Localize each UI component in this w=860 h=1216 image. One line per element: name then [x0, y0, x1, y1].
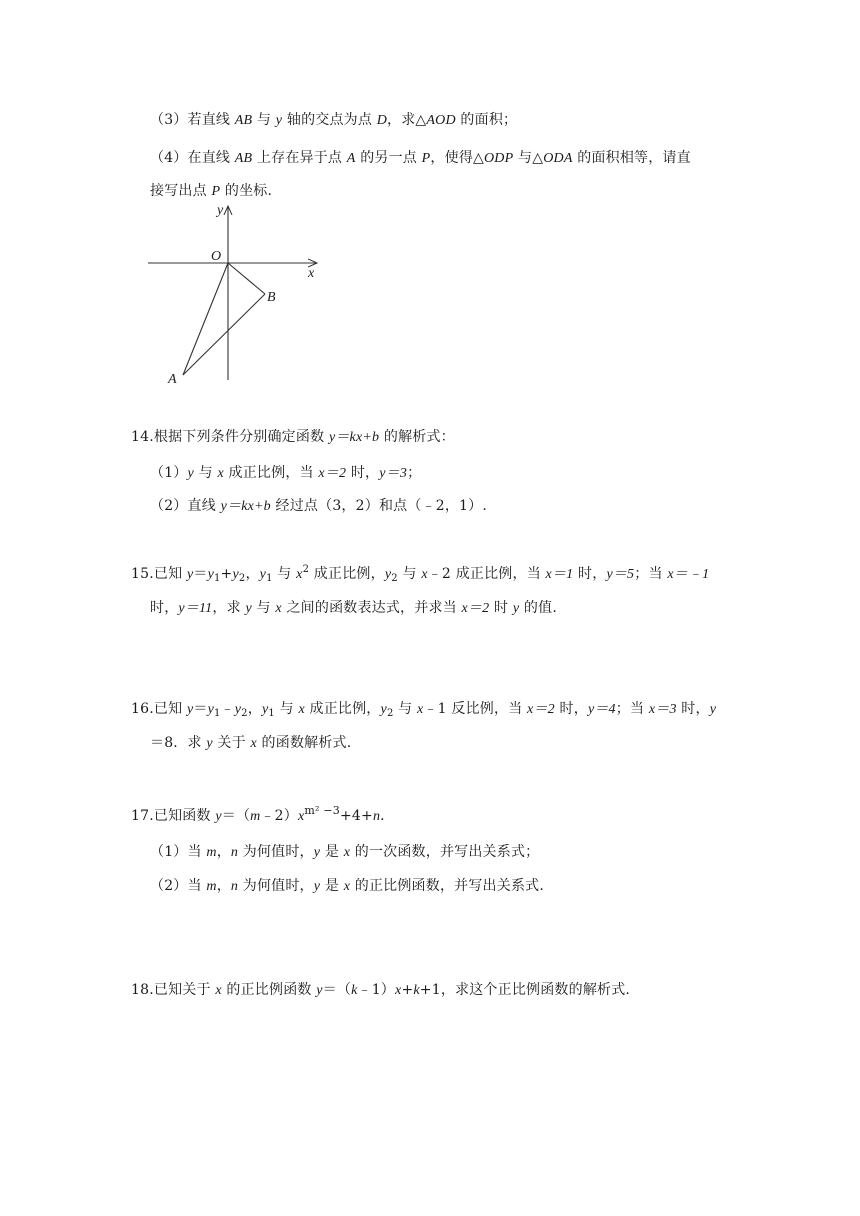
q15-line2: 时，y＝11，求 y 与 x 之间的函数表达式，并求当 x＝2 时 y 的值. — [150, 600, 557, 616]
q14-part2: （2）直线 y＝kx+b 经过点（3，2）和点（﹣2，1）. — [150, 498, 488, 514]
label-x: x — [308, 266, 315, 281]
label-A: A — [168, 372, 177, 387]
label-B: B — [267, 290, 276, 305]
q14-stem: 14.根据下列条件分别确定函数 y＝kx+b 的解析式： — [131, 429, 455, 445]
q13-part4-line2: 接写出点 P 的坐标. — [150, 183, 273, 199]
q15-line1: 15.已知 $y=y_1+y_2$，$y_1$ 与 $x^2$ 成正比例，$y_2$ 与 x﹣2 成正比例，当 x＝1 时，y＝5；当 x＝﹣1 — [131, 564, 710, 584]
q18-stem: 18.已知关于 x 的正比例函数 y＝（k﹣1）x+k+1，求这个正比例函数的解析式. — [131, 982, 631, 998]
q13-part3: （3）若直线 AB 与 y 轴的交点为点 D，求△AOD 的面积； — [150, 112, 518, 128]
q13-part4-line1: （4）在直线 AB 上存在异于点 A 的另一点 P，使得△ODP 与△ODA 的面积相等，请直 — [150, 150, 691, 166]
q14-part1: （1）y 与 x 成正比例，当 x＝2 时，y＝3； — [150, 465, 422, 481]
segment-AB — [183, 294, 265, 375]
label-y: y — [217, 203, 224, 218]
q16-line1: 16.已知 $y=y_1﹣y_2$，$y_1$ 与 x 成正比例，$y_2$ 与 x﹣1 反比例，当 x＝2 时，y＝4；当 x＝3 时，y — [131, 701, 717, 719]
q17-stem: 17.已知函数 $y=(m﹣2)x^{m^2 -3}+4+n$. — [131, 804, 385, 824]
coordinate-figure — [145, 200, 330, 390]
q17-part1: （1）当 m，n 为何值时，y 是 x 的一次函数，并写出关系式； — [150, 844, 540, 860]
q16-line2: ＝8．求 y 关于 x 的函数解析式. — [150, 735, 352, 751]
label-O: O — [211, 249, 222, 264]
q17-exponent: m² −3 — [304, 804, 340, 817]
segment-OA — [183, 263, 228, 375]
q17-part2: （2）当 m，n 为何值时，y 是 x 的正比例函数，并写出关系式. — [150, 878, 545, 894]
segment-OB — [228, 263, 265, 294]
